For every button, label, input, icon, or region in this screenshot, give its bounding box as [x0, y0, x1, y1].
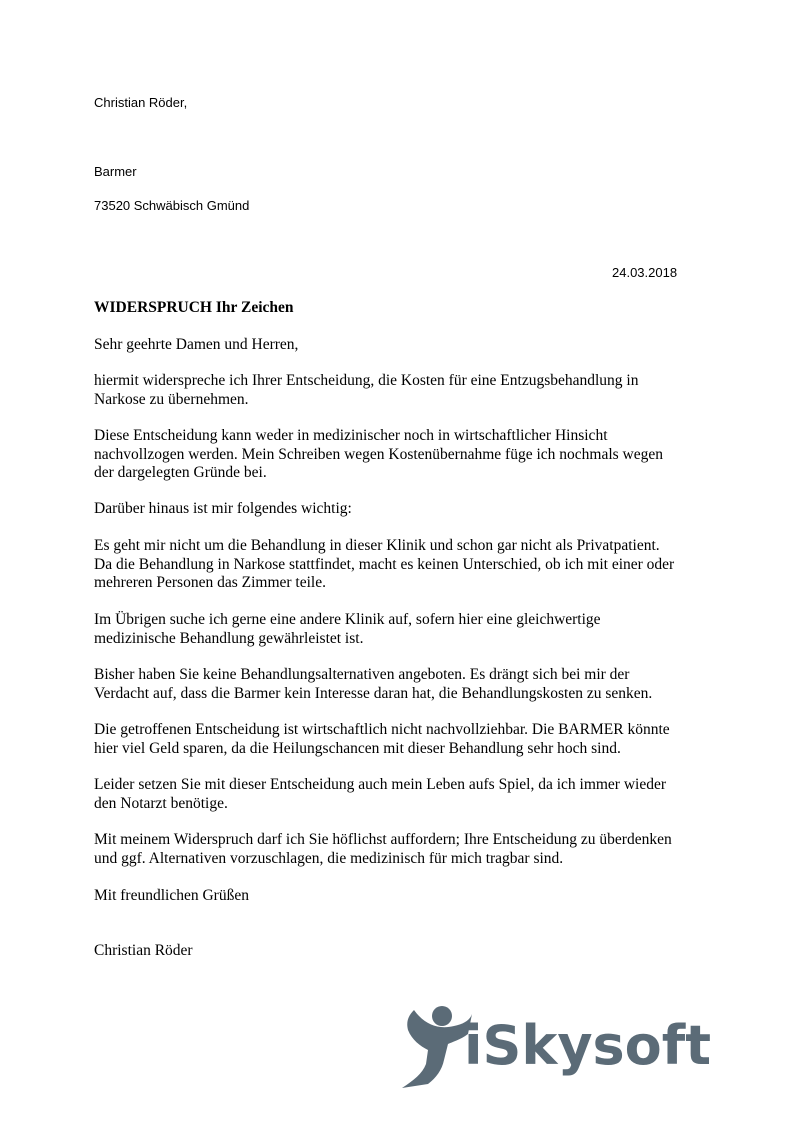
paragraph-line: medizinische Behandlung gewährleistet ist.: [94, 629, 364, 647]
paragraph-line: mehreren Personen das Zimmer teile.: [94, 574, 326, 592]
paragraph-2: [94, 427, 734, 483]
paragraph-line: Diese Entscheidung kann weder in medizinischer noch in wirtschaftlicher Hinsicht: [94, 427, 608, 444]
paragraph-line: Die getroffenen Entscheidung ist wirtschaftlich nicht nachvollziehbar. Die BARMER könnte: [94, 721, 670, 738]
iskysoft-watermark: [394, 1000, 724, 1090]
paragraph-line: Da die Behandlung in Narkose stattfindet, macht es keinen Unterschied, ob ich mit einer oder: [94, 555, 675, 573]
paragraph-line: hier viel Geld sparen, da die Heilungschancen mit dieser Behandlung sehr hoch sind.: [94, 739, 621, 757]
sender-name: Christian Röder,: [94, 95, 188, 110]
paragraph-line: Verdacht auf, dass die Barmer kein Interesse daran hat, die Behandlungskosten zu senken.: [94, 684, 653, 702]
paragraph-7: [94, 721, 734, 758]
paragraph-line: Im Übrigen suche ich gerne eine andere Klinik auf, sofern hier eine gleichwertige: [94, 611, 601, 628]
salutation: Sehr geehrte Damen und Herren,: [94, 336, 299, 353]
closing: Mit freundlichen Grüßen: [94, 887, 249, 904]
signature: Christian Röder: [94, 942, 193, 959]
paragraph-1: [94, 372, 734, 409]
paragraph-9: [94, 831, 734, 868]
letter-date: 24.03.2018: [612, 265, 678, 280]
paragraph-6: [94, 666, 734, 703]
paragraph-line: den Notarzt benötige.: [94, 794, 228, 812]
recipient-org: Barmer: [94, 164, 137, 179]
paragraph-line: Es geht mir nicht um die Behandlung in dieser Klinik und schon gar nicht als Privatpatient.: [94, 537, 660, 554]
letter-subject: WIDERSPRUCH Ihr Zeichen: [94, 299, 294, 316]
paragraph-8: [94, 776, 734, 813]
paragraph-3: [94, 500, 734, 519]
paragraph-line: Bisher haben Sie keine Behandlungsalternativen angeboten. Es drängt sich bei mir der: [94, 666, 630, 683]
person-logo-icon: [394, 1000, 474, 1090]
paragraph-line: hiermit widerspreche ich Ihrer Entscheidung, die Kosten für eine Entzugsbehandlung in: [94, 372, 639, 389]
recipient-city: 73520 Schwäbisch Gmünd: [94, 198, 250, 213]
paragraph-line: nachvollzogen werden. Mein Schreiben wegen Kostenübernahme füge ich nochmals wegen: [94, 445, 663, 463]
paragraph-line: Leider setzen Sie mit dieser Entscheidung auch mein Leben aufs Spiel, da ich immer wieder: [94, 776, 667, 793]
paragraph-5: [94, 611, 734, 648]
paragraph-4: [94, 537, 734, 593]
paragraph-line: Narkose zu übernehmen.: [94, 390, 249, 408]
paragraph-line: Mit meinem Widerspruch darf ich Sie höflichst auffordern; Ihre Entscheidung zu überdenken: [94, 831, 672, 848]
paragraph-line: der dargelegten Gründe bei.: [94, 464, 267, 482]
paragraph-line: und ggf. Alternativen vorzuschlagen, die medizinisch für mich tragbar sind.: [94, 849, 564, 867]
watermark-text: iSkysoft: [464, 1014, 712, 1077]
paragraph-line: Darüber hinaus ist mir folgendes wichtig:: [94, 500, 352, 517]
